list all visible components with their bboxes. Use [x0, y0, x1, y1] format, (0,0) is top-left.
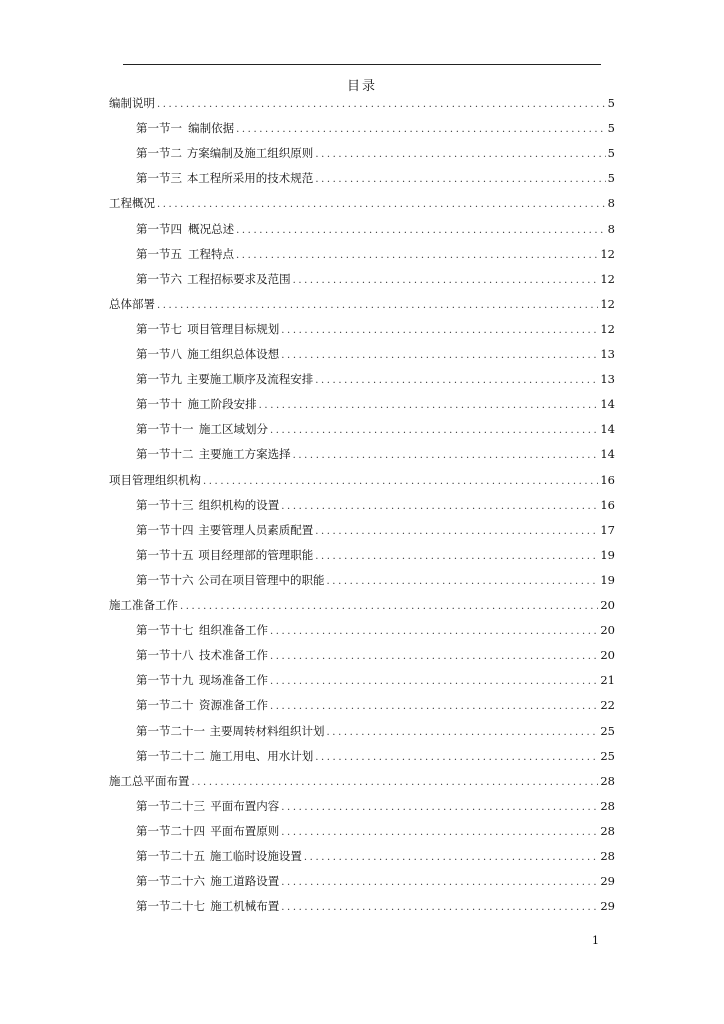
toc-dot-leader [281, 346, 598, 366]
toc-section-entry[interactable] [136, 570, 615, 590]
toc-entry-title: 概况总述 [188, 221, 235, 236]
toc-dot-leader [281, 898, 598, 918]
toc-entry-label: 第一节十一 [136, 422, 194, 437]
toc-chapter-entry[interactable] [109, 93, 615, 113]
toc-dot-leader [281, 497, 598, 517]
toc-entry-title: 项目经理部的管理职能 [198, 547, 314, 562]
toc-page-number: 28 [600, 773, 615, 788]
toc-section-entry[interactable] [136, 219, 615, 239]
toc-page-number: 29 [600, 899, 615, 914]
page-number: 1 [592, 934, 599, 947]
toc-dot-leader [281, 321, 598, 341]
toc-dot-leader [259, 396, 599, 416]
toc-section-entry[interactable] [136, 520, 615, 540]
toc-section-entry[interactable] [136, 143, 615, 163]
toc-entry-label: 第一节十三 [136, 497, 194, 512]
toc-page-number: 12 [600, 321, 615, 336]
header-rule [123, 64, 601, 65]
toc-chapter-entry[interactable] [109, 193, 615, 213]
toc-section-entry[interactable] [136, 746, 615, 766]
toc-page-number: 8 [607, 196, 615, 211]
toc-dot-leader [315, 547, 598, 567]
toc-entry-title: 主要周转材料组织计划 [209, 723, 325, 738]
toc-entry-label: 第一节二十一 [136, 723, 205, 738]
toc-page-number: 8 [607, 221, 615, 236]
toc-chapter-entry[interactable] [109, 595, 615, 615]
toc-entry-label: 第一节二十四 [136, 823, 205, 838]
toc-page-number: 19 [600, 572, 615, 587]
toc-entry-title: 项目管理目标规划 [187, 321, 280, 336]
toc-section-entry[interactable] [136, 721, 615, 741]
toc-entry-label: 工程概况 [109, 196, 155, 211]
toc-section-entry[interactable] [136, 545, 615, 565]
toc-page-number: 28 [600, 823, 615, 838]
toc-entry-label: 第一节五 [136, 246, 182, 261]
toc-section-entry[interactable] [136, 620, 615, 640]
toc-entry-label: 第一节八 [136, 347, 182, 361]
toc-page-number: 5 [607, 146, 615, 161]
toc-entry-label: 第一节十九 [136, 673, 194, 688]
toc-section-entry[interactable] [136, 319, 615, 339]
toc-entry-label: 第一节四 [136, 221, 182, 236]
toc-entry-title: 主要施工方案选择 [198, 447, 291, 462]
toc-page-number: 13 [600, 372, 615, 387]
toc-page-number: 12 [600, 296, 615, 311]
toc-page-number: 19 [600, 547, 615, 562]
toc-section-entry[interactable] [136, 419, 615, 439]
toc-page-number: 20 [600, 648, 615, 663]
toc-entry-label: 第一节十六 [136, 572, 194, 587]
toc-entry-label: 第一节十五 [136, 547, 194, 562]
toc-dot-leader [293, 446, 599, 466]
toc-page-number: 25 [600, 748, 615, 763]
toc-page-number: 20 [600, 598, 615, 612]
toc-entry-title: 公司在项目管理中的职能 [198, 572, 325, 587]
toc-page-number: 16 [600, 472, 615, 487]
toc-page-number: 25 [600, 723, 615, 738]
toc-entry-label: 第一节十八 [136, 648, 194, 663]
toc-dot-leader [157, 195, 606, 215]
toc-dot-leader [281, 798, 598, 818]
toc-section-entry[interactable] [136, 871, 615, 891]
toc-entry-label: 第一节二十七 [136, 899, 205, 914]
toc-page-number: 22 [600, 698, 615, 713]
toc-entry-title: 本工程所采用的技术规范 [186, 171, 314, 186]
toc-dot-leader [327, 723, 599, 743]
toc-dot-leader [315, 145, 605, 165]
toc-dot-leader [281, 823, 598, 843]
toc-entry-title: 工程招标要求及范围 [187, 271, 291, 286]
toc-chapter-entry[interactable] [109, 294, 615, 314]
toc-entry-label: 第一节二十二 [136, 748, 205, 763]
toc-entry-label: 施工总平面布置 [109, 773, 190, 788]
toc-entry-title: 组织机构的设置 [198, 497, 280, 512]
toc-dot-leader [180, 597, 598, 617]
toc-entry-label: 第一节一 [136, 121, 182, 136]
toc-page-number: 29 [600, 874, 615, 889]
toc-entry-title: 主要管理人员素质配置 [198, 522, 314, 537]
toc-entry-title: 平面布置原则 [210, 823, 280, 838]
toc-entry-label: 第一节十二 [136, 447, 194, 462]
toc-entry-title: 施工阶段安排 [187, 397, 257, 412]
toc-section-entry[interactable] [136, 168, 615, 188]
toc-page-number: 5 [607, 121, 615, 136]
toc-dot-leader [270, 647, 598, 667]
toc-entry-title: 组织准备工作 [198, 623, 268, 638]
toc-dot-leader [157, 95, 606, 115]
toc-entry-title: 施工用电、用水计划 [209, 748, 314, 763]
toc-entry-label: 第一节二十 [136, 698, 194, 713]
toc-section-entry[interactable] [136, 369, 615, 389]
toc-entry-label: 第一节三 [136, 171, 182, 186]
toc-dot-leader [293, 271, 599, 291]
toc-entry-title: 方案编制及施工组织原则 [186, 146, 314, 161]
toc-page-number: 13 [600, 347, 615, 361]
toc-dot-leader [270, 421, 598, 441]
toc-entry-label: 第一节六 [136, 271, 182, 286]
toc-dot-leader [157, 296, 598, 316]
toc-section-entry[interactable] [136, 495, 615, 515]
toc-entry-label: 第一节十 [136, 397, 182, 412]
toc-entry-label: 总体部署 [109, 296, 155, 311]
toc-entry-label: 第一节七 [136, 321, 182, 336]
toc-dot-leader [203, 472, 598, 492]
toc-entry-title: 施工组织总体设想 [187, 347, 280, 361]
toc-chapter-entry[interactable] [109, 470, 615, 490]
toc-entry-label: 第一节十四 [136, 522, 194, 537]
toc-dot-leader [270, 697, 598, 717]
toc-dot-leader [315, 170, 605, 190]
toc-entry-label: 第一节九 [136, 372, 182, 387]
toc-entry-label: 项目管理组织机构 [109, 472, 201, 487]
toc-dot-leader [304, 848, 598, 868]
toc-section-entry[interactable] [136, 821, 615, 841]
toc-entry-title: 编制依据 [188, 121, 235, 136]
toc-page-number: 5 [607, 96, 615, 110]
toc-entry-title: 工程特点 [188, 246, 235, 261]
toc-section-entry[interactable] [136, 670, 615, 690]
toc-section-entry[interactable] [136, 645, 615, 665]
toc-entry-label: 施工准备工作 [109, 598, 178, 612]
toc-dot-leader [315, 371, 598, 391]
toc-page-number: 28 [600, 798, 615, 813]
toc-entry-title: 平面布置内容 [210, 798, 280, 813]
toc-page-number: 20 [600, 623, 615, 638]
toc-entry-title: 主要施工顺序及流程安排 [186, 372, 314, 387]
toc-dot-leader [236, 221, 606, 241]
toc-entry-title: 施工道路设置 [210, 874, 280, 889]
toc-section-entry[interactable] [136, 244, 615, 264]
toc-section-entry[interactable] [136, 896, 615, 916]
toc-dot-leader [236, 120, 606, 140]
toc-dot-leader [315, 748, 598, 768]
toc-page-number: 5 [607, 171, 615, 186]
toc-page-number: 17 [600, 522, 615, 537]
toc-entry-label: 第一节二 [136, 146, 182, 161]
toc-title: 目录 [346, 79, 377, 94]
toc-entry-label: 第一节十七 [136, 623, 194, 638]
toc-dot-leader [236, 246, 598, 266]
toc-section-entry[interactable] [136, 444, 615, 464]
toc-dot-leader [327, 572, 599, 592]
toc-page-number: 14 [600, 397, 615, 412]
toc-page-number: 14 [600, 422, 615, 437]
toc-entry-label: 第一节二十五 [136, 849, 205, 863]
toc-entry-title: 施工区域划分 [198, 422, 268, 437]
toc-entry-title: 技术准备工作 [198, 648, 268, 663]
toc-section-entry[interactable] [136, 796, 615, 816]
toc-page-number: 14 [600, 447, 615, 462]
toc-section-entry[interactable] [136, 269, 615, 289]
toc-entry-label: 第一节二十六 [136, 874, 205, 889]
toc-section-entry[interactable] [136, 118, 615, 138]
toc-section-entry[interactable] [136, 344, 615, 364]
toc-dot-leader [315, 522, 598, 542]
toc-page-number: 16 [600, 497, 615, 512]
toc-entry-title: 现场准备工作 [198, 673, 268, 688]
toc-page-number: 28 [600, 849, 615, 863]
toc-entry-title: 施工机械布置 [210, 899, 280, 914]
toc-dot-leader [270, 672, 598, 692]
toc-entry-title: 施工临时设施设置 [209, 849, 302, 863]
toc-section-entry[interactable] [136, 394, 615, 414]
toc-page-number: 12 [600, 271, 615, 286]
toc-entry-title: 资源准备工作 [198, 698, 268, 713]
toc-dot-leader [270, 622, 598, 642]
toc-chapter-entry[interactable] [109, 771, 615, 791]
toc-section-entry[interactable] [136, 846, 615, 866]
toc-page-number: 21 [600, 673, 615, 688]
toc-entry-label: 第一节二十三 [136, 798, 205, 813]
toc-dot-leader [192, 773, 599, 793]
toc-dot-leader [281, 873, 598, 893]
toc-page-number: 12 [600, 246, 615, 261]
toc-entry-label: 编制说明 [109, 96, 155, 110]
toc-section-entry[interactable] [136, 695, 615, 715]
